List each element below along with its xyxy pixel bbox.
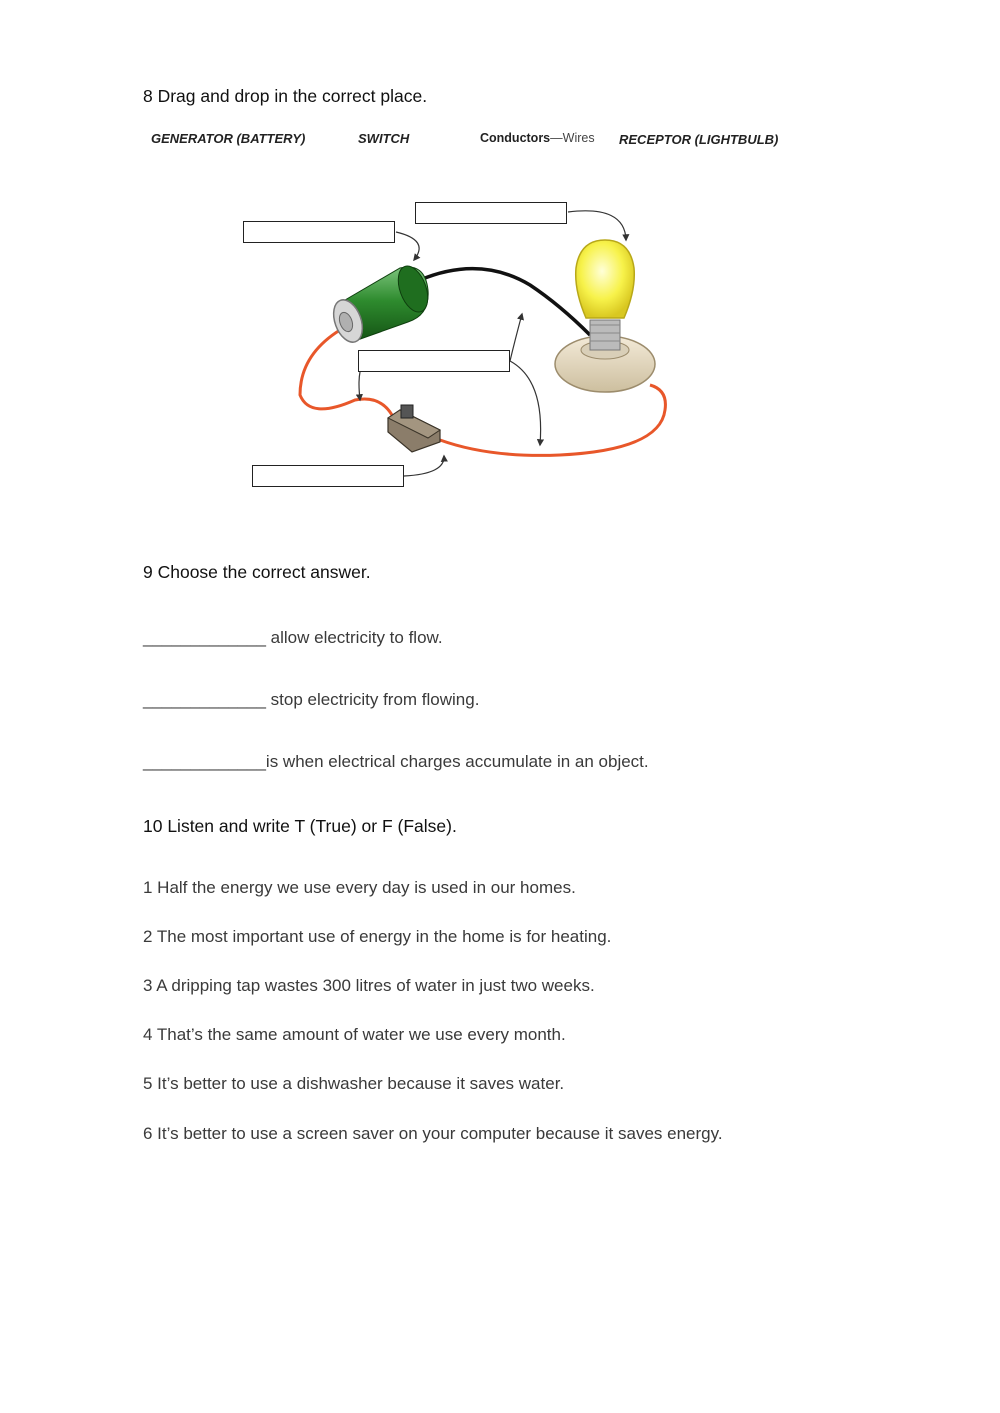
arrow-to-wire-left: [359, 372, 360, 400]
draggable-word-receptor[interactable]: RECEPTOR (LIGHTBULB): [619, 132, 779, 147]
conductors-label: Conductors: [480, 131, 551, 145]
arrow-to-bulb: [568, 211, 626, 240]
arrow-to-battery: [396, 232, 419, 260]
drop-zone-battery[interactable]: [243, 221, 395, 243]
red-wire-bottom: [440, 385, 665, 455]
sentence-1: [143, 628, 443, 648]
drop-zone-lightbulb[interactable]: [415, 202, 567, 224]
arrow-to-wire-top: [510, 314, 522, 361]
statement-6: 6 It’s better to use a screen saver on your computer because it saves energy.: [143, 1124, 723, 1143]
sentence-3: [143, 752, 649, 772]
sentence-text: is when electrical charges accumulate in an object.: [265, 752, 649, 771]
section-8-heading: 8 Drag and drop in the correct place.: [143, 86, 428, 106]
section-10-heading: 10 Listen and write T (True) or F (False).: [143, 816, 457, 836]
sentence-text: stop electricity from flowing.: [265, 690, 480, 709]
draggable-word-switch[interactable]: SWITCH: [358, 131, 410, 146]
red-wire-left: [300, 330, 392, 415]
drop-zone-switch[interactable]: [252, 465, 404, 487]
battery-icon: [328, 262, 433, 346]
statement-4: 4 That’s the same amount of water we use every month.: [143, 1025, 566, 1044]
drop-zone-wires[interactable]: [358, 350, 510, 372]
black-wire: [420, 269, 590, 335]
answer-blank[interactable]: _____________: [143, 628, 266, 647]
conductors-wires-label: Wires: [562, 131, 595, 145]
circuit-diagram: [0, 0, 1000, 560]
answer-blank[interactable]: _____________: [143, 690, 266, 709]
switch-icon: [388, 405, 440, 452]
section-9-heading: 9 Choose the correct answer.: [143, 562, 371, 582]
statement-5: 5 It’s better to use a dishwasher because it saves water.: [143, 1074, 565, 1093]
arrow-to-switch: [404, 456, 444, 476]
answer-blank[interactable]: _____________: [143, 752, 266, 771]
sentence-text: allow electricity to flow.: [265, 628, 443, 647]
sentence-2: [143, 690, 479, 710]
arrow-to-wire-bottom: [510, 361, 541, 445]
draggable-word-generator[interactable]: GENERATOR (BATTERY): [151, 131, 306, 146]
statement-3: 3 A dripping tap wastes 300 litres of water in just two weeks.: [143, 976, 595, 995]
statement-1: 1 Half the energy we use every day is used in our homes.: [143, 878, 576, 897]
conductors-dash: —: [550, 131, 563, 145]
statement-2: 2 The most important use of energy in the home is for heating.: [143, 927, 612, 946]
